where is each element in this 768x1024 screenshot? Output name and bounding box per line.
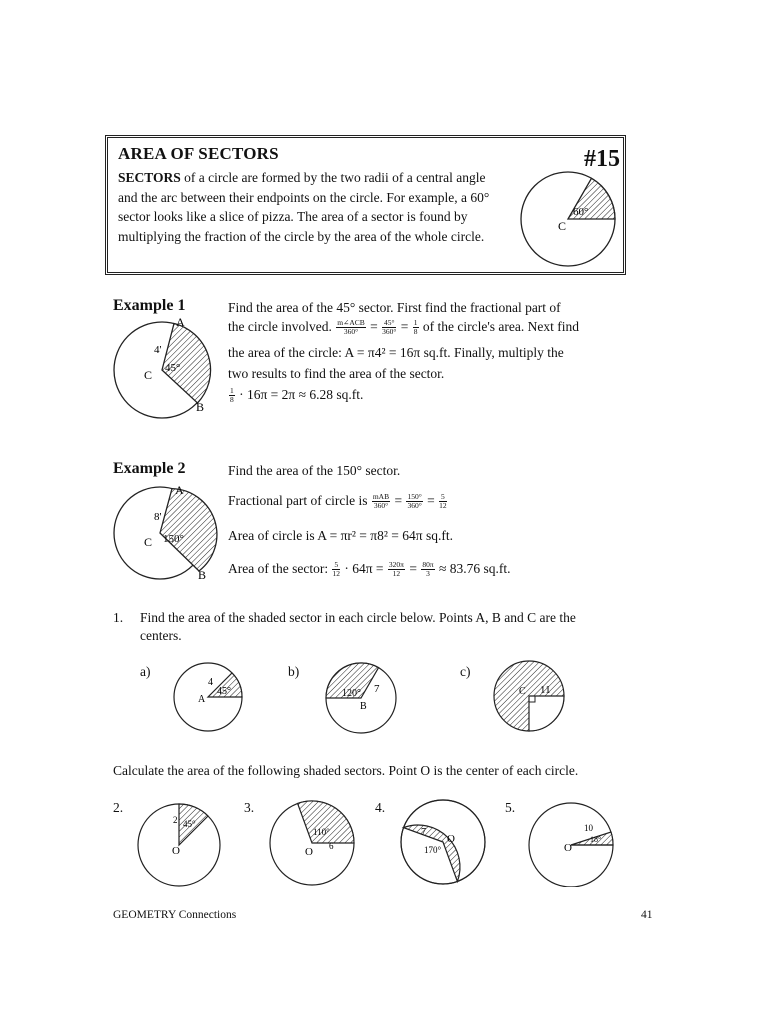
intro-sector-figure [520,170,624,270]
p4-radius: 7 [421,827,426,838]
problem1a-figure [170,660,250,735]
ex1-angle-label: 45° [165,362,181,374]
ex1-point-a: A [176,315,185,329]
intro-body: of a circle are formed by the two radii of a central angle and the arc between their endpoints on the circle. For example, a 60° sector looks like a slice of pizza. The area of a sector is found by multiplying the fraction of the circle by the area of the whole circle. [118,170,490,244]
p2-angle: 45° [183,819,196,829]
p2-center: O [172,845,180,857]
ex1-result-frac: $\frac{1}{8}$ [230,386,234,405]
intro-center-label: C [558,219,567,233]
ex1-frac2: $\frac{45^\circ}{360^\circ}$ [382,318,397,337]
ex2-line3: Area of circle is A = πr² = π8² = 64π sq.ft. [228,528,453,543]
calc-instructions: Calculate the area of the following shaded sectors. Point O is the center of each circle. [113,763,579,778]
intro-angle-label: 60° [573,206,589,218]
problem2-label: 2. [113,800,124,815]
p1b-angle: 120° [342,688,361,699]
ex2-point-a: A [175,483,184,497]
ex1-point-b: B [196,400,205,414]
ex2-angle-label: 150° [163,533,184,545]
p1b-radius: 7 [374,683,380,695]
problem2-figure [136,795,224,887]
p2-radius: 2 [173,815,178,825]
problem1c-figure [492,658,572,736]
p1b-center: B [360,701,367,712]
problem1a-label: a) [140,664,151,679]
ex2-frac3: $\frac{5}{12}$ [439,492,447,511]
problem5-label: 5. [505,800,516,815]
problem3-figure [268,795,358,887]
ex2-point-b: B [198,568,207,582]
ex2-radius-label: 8' [154,511,162,523]
p5-angle: 18° [590,835,602,844]
problem5-figure [526,795,618,887]
ex2-line4: Area of the sector: $\frac{5}{12}$ · 64π = $\frac{320\pi}{12}$ = $\frac{80\pi}{3}$ ≈ 83.76 sq.ft. [228,560,511,579]
example1-figure [110,315,222,421]
ex2-sfrac2: $\frac{320\pi}{12}$ [388,560,404,579]
ex2-line2: Fractional part of circle is $\frac{\text{mAB}}{360^\circ}$ = $\frac{150^\circ}{360^\circ}$ = $\frac{5}{12}$ [228,492,447,511]
intro-bold-term: SECTORS [118,170,181,185]
problem3-label: 3. [244,800,255,815]
p5-radius: 10 [584,823,593,833]
problem1b-label: b) [288,664,300,679]
ex1-line1: Find the area of the 45° sector. First find the fractional part of [228,300,561,315]
ex1-frac1: $\frac{\text{m∠ACB}}{360^\circ}$ [337,318,365,337]
example2-figure [110,480,222,586]
ex2-sfrac3: $\frac{80\pi}{3}$ [422,560,434,579]
ex1-line4: two results to find the area of the sector. [228,366,445,381]
ex2-frac2: $\frac{150^\circ}{360^\circ}$ [407,492,422,511]
ex1-frac3: $\frac{1}{8}$ [413,318,418,337]
p4-angle: 170° [424,845,442,855]
ex1-point-c: C [144,368,153,382]
problem1b-figure [322,660,402,735]
p3-center: O [305,846,313,858]
ex2-sfrac1: $\frac{5}{12}$ [332,560,340,579]
footer-left: GEOMETRY Connections [113,909,237,921]
p1a-angle: 45° [217,686,231,697]
p3-angle: 110° [313,827,330,837]
page-number: 41 [641,909,653,921]
p1c-radius: 11 [540,684,551,696]
problem1-text1: Find the area of the shaded sector in each circle below. Points A, B and C are the [140,610,576,625]
intro-paragraph [118,168,498,246]
ex2-point-c: C [144,535,153,549]
ex1-line2a: the circle involved. [228,319,332,334]
p1a-radius: 4 [208,677,213,688]
page-title: AREA OF SECTORS [118,144,279,163]
problem4-label: 4. [375,800,386,815]
ex1-radius-label: 4' [154,344,162,356]
p4-center: O [447,833,455,845]
p5-center: O [564,842,572,854]
p1c-center: C [519,686,526,697]
problem1c-label: c) [460,664,471,679]
example1-title: Example 1 [113,297,186,314]
ex1-line2: the circle involved. $\frac{\text{m∠ACB}}{360^\circ}$ = $\frac{45^\circ}{360^\circ}$ = $\frac{1}{8}$ of the circle's area. Next find [228,318,579,337]
ex2-frac1: $\frac{\text{mAB}}{360^\circ}$ [372,492,390,511]
ex1-line2b: of the circle's area. Next find [422,319,579,334]
example2-title: Example 2 [113,460,186,477]
ex1-line3: the area of the circle: A = π4² = 16π sq.ft. Finally, multiply the [228,345,564,360]
problem1-text2: centers. [140,628,182,643]
ex1-line5: $\frac{1}{8}$ · 16π = 2π ≈ 6.28 sq.ft. [230,386,364,405]
problem4-figure [397,795,489,887]
p3-radius: 6 [329,841,334,851]
lesson-number: #15 [584,146,620,172]
problem1-number: 1. [113,610,124,625]
p1a-center: A [198,694,206,705]
ex2-line1: Find the area of the 150° sector. [228,463,401,478]
